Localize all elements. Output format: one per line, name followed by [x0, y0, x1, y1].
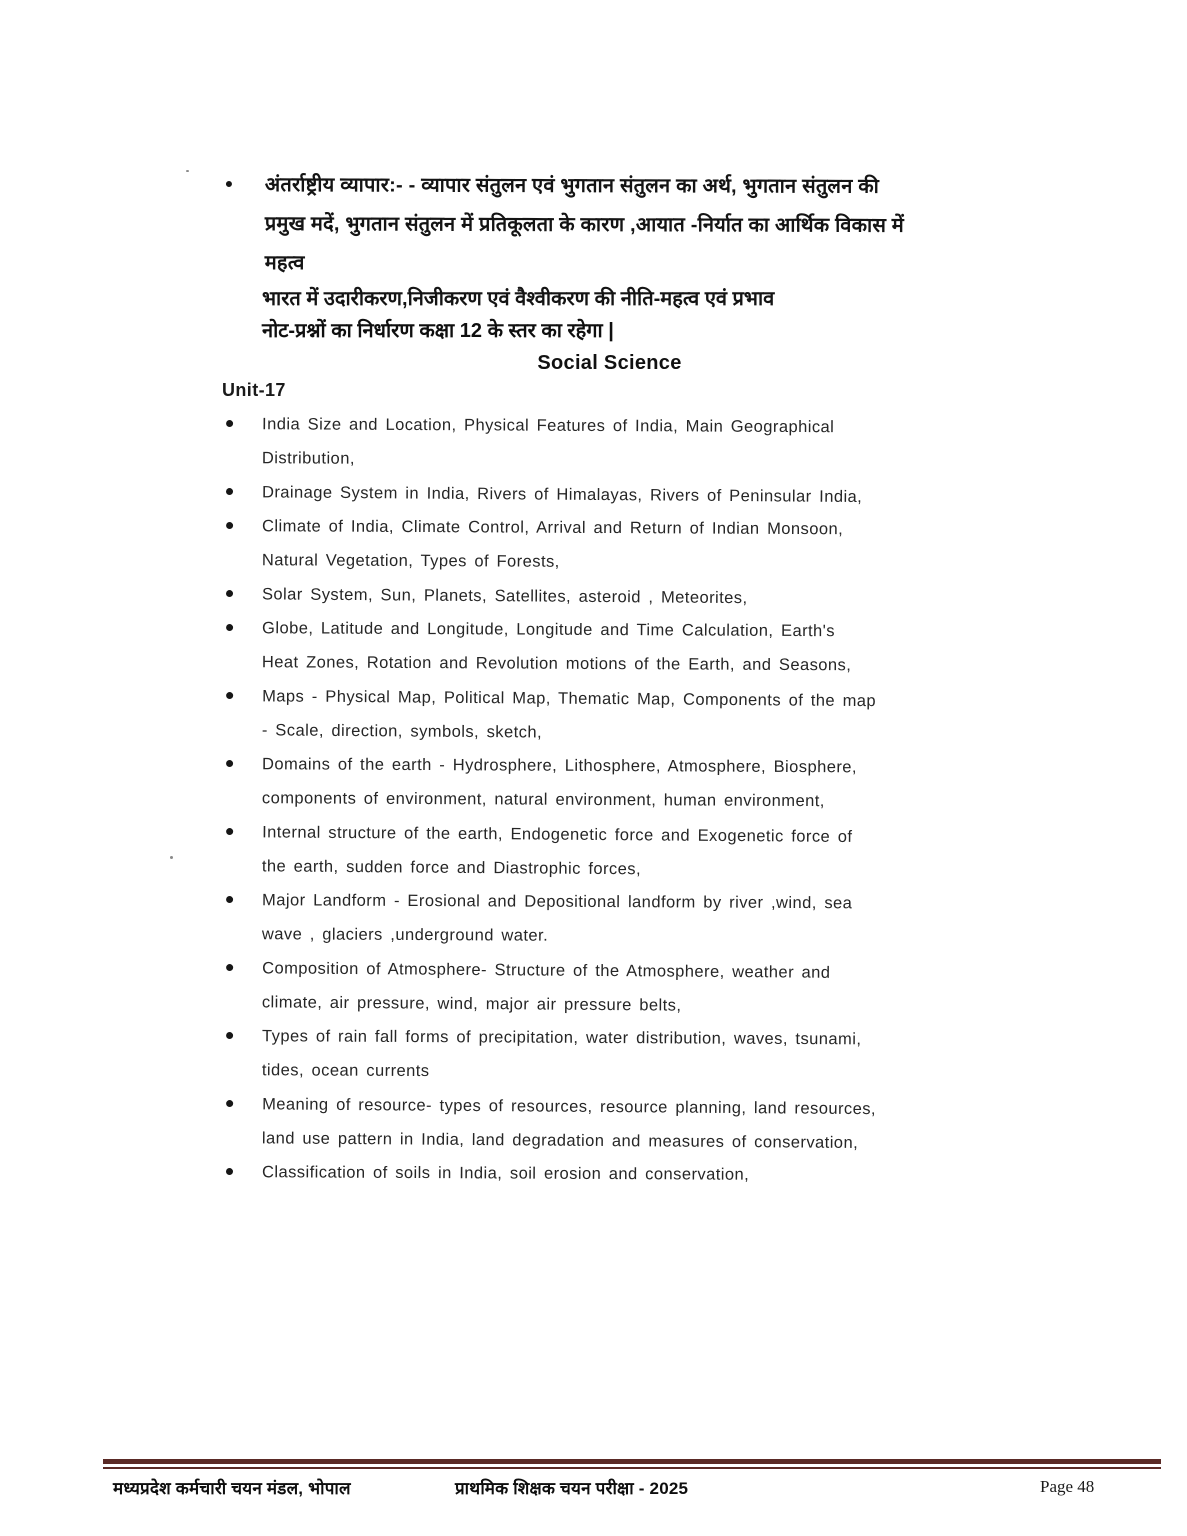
- footer-page-number: Page 48: [1040, 1477, 1095, 1496]
- list-item-text: Globe, Latitude and Longitude, Longitude and Time Calculation, Earth's Heat Zones, Rotation and Revolution motions of the Earth, and Seasons,: [261, 619, 852, 675]
- unit-label: Unit-17: [222, 380, 286, 400]
- bullet-icon: [226, 760, 233, 767]
- list-item-text: Drainage System in India, Rivers of Himalayas, Rivers of Peninsular India,: [261, 483, 863, 507]
- list-item-text: Solar System, Sun, Planets, Satellites, asteroid , Meteorites,: [261, 585, 748, 608]
- list-item-text: Classification of soils in India, soil erosion and conservation,: [261, 1163, 750, 1184]
- bullet-icon: [226, 624, 233, 631]
- hindi-bullet-item: [222, 166, 997, 285]
- list-item: [222, 815, 998, 889]
- footer-organization: मध्यप्रदेश कर्मचारी चयन मंडल, भोपाल: [113, 1479, 351, 1498]
- list-item: [222, 1087, 998, 1161]
- list-item-text: Types of rain fall forms of precipitation, water distribution, waves, tsunami, tides, ocean currents: [261, 1027, 862, 1081]
- list-item: [222, 747, 997, 819]
- hindi-lpg-line: भारत में उदारीकरण,निजीकरण एवं वैश्वीकरण की नीति-महत्व एवं प्रभाव: [262, 288, 775, 310]
- footer-exam-title: प्राथमिक शिक्षक चयन परीक्षा - 2025: [455, 1479, 689, 1498]
- section-heading: Social Science: [537, 352, 682, 374]
- bullet-icon: [226, 590, 233, 597]
- scan-artifact-dot: [186, 170, 189, 172]
- page-content: [222, 166, 997, 1189]
- list-item-text: Composition of Atmosphere- Structure of the Atmosphere, weather and climate, air pressure, wind, major air pressure belts,: [261, 959, 831, 1015]
- footer-divider: [103, 1459, 1161, 1469]
- list-item: [222, 407, 997, 479]
- scan-artifact-dot: [170, 856, 173, 859]
- syllabus-list: [222, 407, 997, 1189]
- bullet-icon: [226, 964, 233, 971]
- bullet-icon: [226, 828, 233, 835]
- bullet-icon: [226, 522, 233, 529]
- bullet-icon: [226, 1032, 233, 1039]
- bullet-icon: [226, 692, 233, 699]
- list-item-text: Maps - Physical Map, Political Map, Thematic Map, Components of the map - Scale, direction, symbols, sketch,: [261, 687, 877, 742]
- bullet-icon: [226, 181, 232, 187]
- list-item-text: Domains of the earth - Hydrosphere, Lithosphere, Atmosphere, Biosphere, components of environment, natural environment, human environment,: [261, 755, 858, 811]
- list-item: [222, 679, 998, 753]
- list-item-text: Climate of India, Climate Control, Arrival and Return of Indian Monsoon, Natural Vegetation, Types of Forests,: [261, 517, 844, 571]
- hindi-bullet-text: अंतर्राष्ट्रीय व्यापार:- - व्यापार संतुलन एवं भुगतान संतुलन का अर्थ, भुगतान संतुलन की प्रमुख मदें, भुगतान संतुलन में प्रतिकूलता के कारण ,आयात -निर्यात का आर्थिक विकास में महत्व: [264, 174, 905, 275]
- list-item: [222, 509, 997, 581]
- bullet-icon: [226, 420, 233, 427]
- list-item-text: Major Landform - Erosional and Depositional landform by river ,wind, sea wave , glaciers ,underground water.: [261, 891, 853, 945]
- footer-divider-thin-line: [103, 1467, 1161, 1469]
- list-item: [222, 1155, 997, 1193]
- list-item-text: Meaning of resource- types of resources, resource planning, land resources, land use pattern in India, land degradation and measures of conservation,: [261, 1095, 877, 1152]
- list-item-text: Internal structure of the earth, Endogenetic force and Exogenetic force of the earth, sudden force and Diastrophic forces,: [261, 823, 853, 879]
- list-item: [222, 951, 998, 1025]
- footer-divider-thick-line: [103, 1459, 1161, 1464]
- list-item: [222, 611, 997, 683]
- list-item: [222, 883, 997, 955]
- bullet-icon: [226, 896, 233, 903]
- list-item-text: India Size and Location, Physical Features of India, Main Geographical Distribution,: [261, 415, 835, 468]
- list-item: [222, 1019, 997, 1091]
- hindi-note-line: नोट-प्रश्नों का निर्धारण कक्षा 12 के स्तर का रहेगा |: [262, 320, 614, 342]
- bullet-icon: [226, 488, 233, 495]
- bullet-icon: [226, 1100, 233, 1107]
- bullet-icon: [226, 1168, 233, 1175]
